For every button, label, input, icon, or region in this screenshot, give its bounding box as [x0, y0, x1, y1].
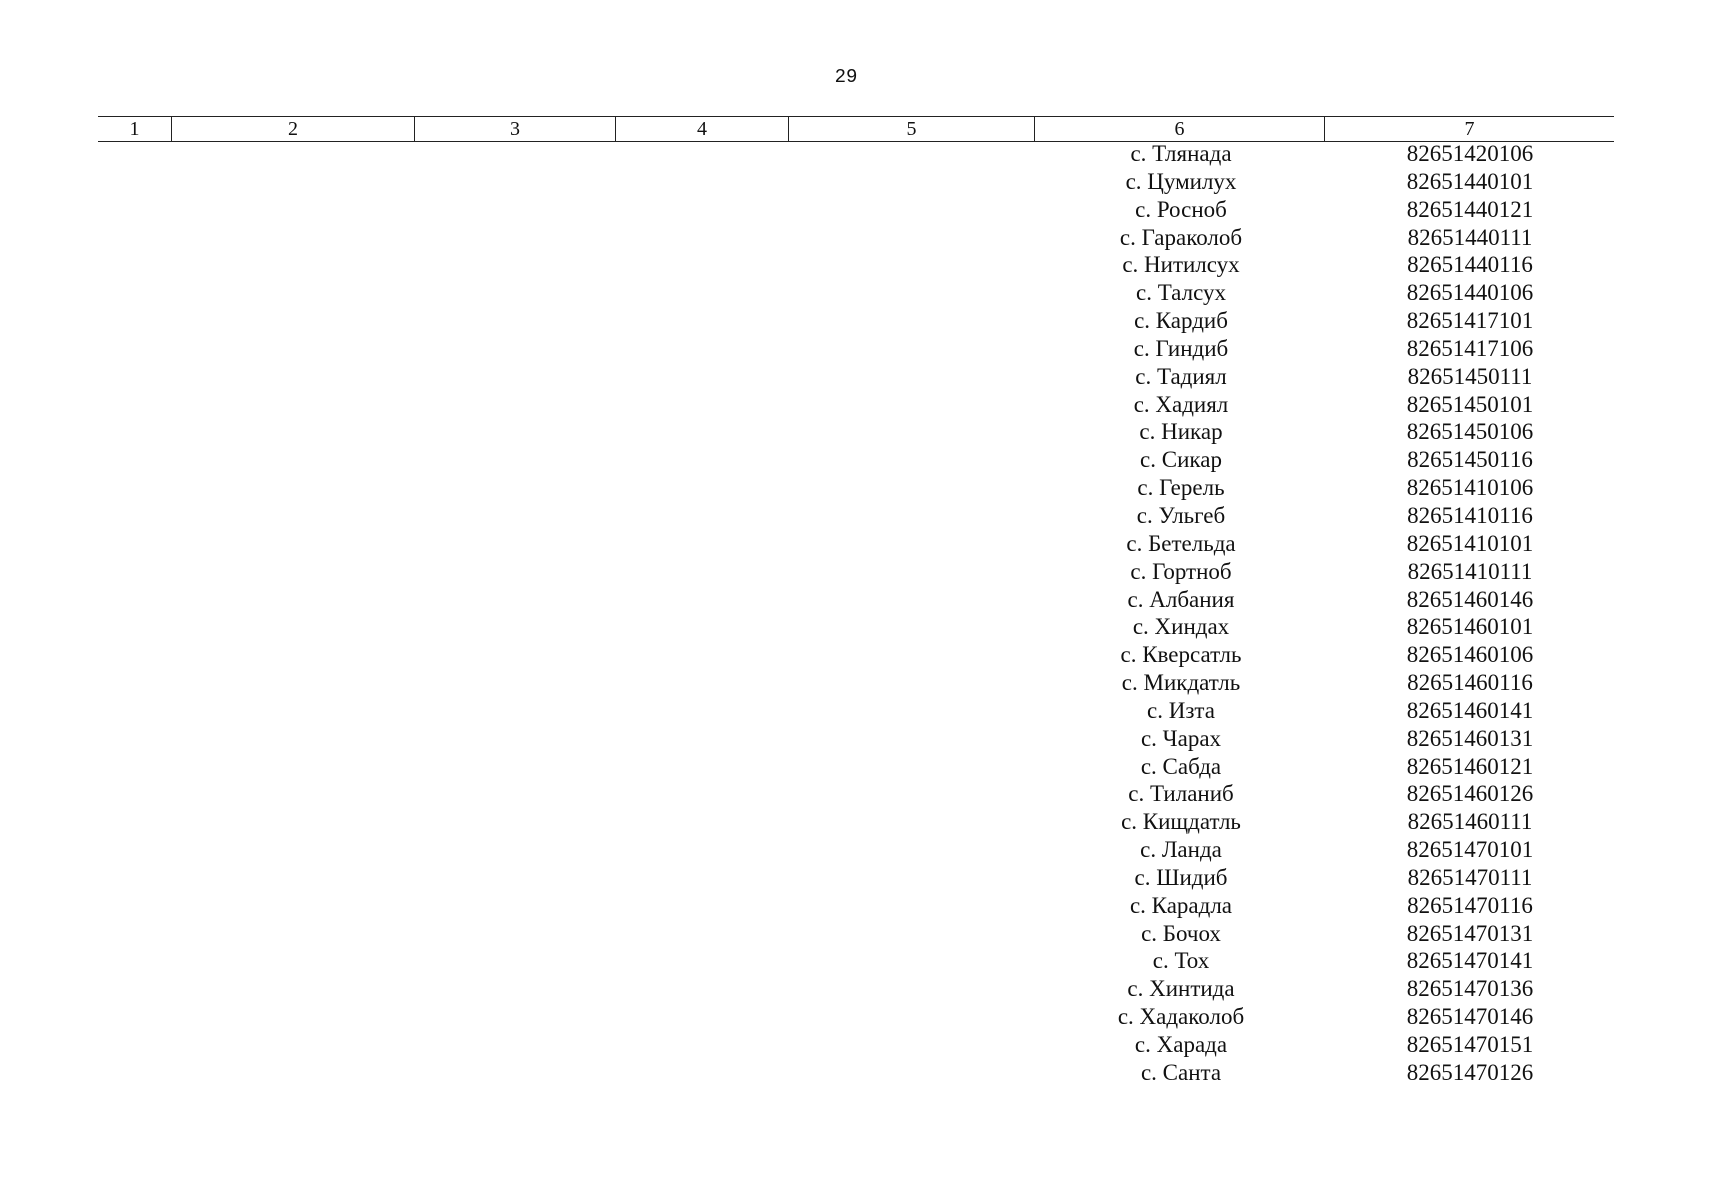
table-body	[1036, 140, 1614, 1087]
settlement-name: с. Кардиб	[1134, 308, 1228, 334]
settlement-name: с. Гортноб	[1130, 558, 1232, 584]
settlement-name: с. Санта	[1140, 1059, 1222, 1085]
settlement-name: с. Шидиб	[1134, 864, 1228, 890]
settlement-name: с. Карадла	[1129, 892, 1233, 918]
settlement-name: с. Росноб	[1135, 196, 1227, 222]
oktmo-code: 82651460126	[1406, 781, 1534, 807]
settlement-name: с. Хинтида	[1127, 976, 1235, 1002]
column-header-2: 2	[171, 117, 414, 141]
settlement-name: с. Тиланиб	[1128, 781, 1234, 807]
table-row	[1036, 558, 1614, 586]
table-row	[1036, 586, 1614, 614]
oktmo-code: 82651470141	[1406, 948, 1534, 974]
table-row	[1036, 474, 1614, 502]
table-row	[1036, 669, 1614, 697]
settlement-name: с. Гиндиб	[1133, 335, 1229, 361]
oktmo-code: 82651460121	[1406, 753, 1534, 779]
table-row	[1036, 641, 1614, 669]
table-row	[1036, 279, 1614, 307]
settlement-name: с. Нитилсух	[1122, 252, 1240, 278]
table-row	[1036, 864, 1614, 892]
oktmo-code: 82651410106	[1406, 475, 1534, 501]
settlement-name: с. Сикар	[1140, 447, 1222, 473]
oktmo-code: 82651440116	[1407, 252, 1533, 278]
table-row	[1036, 1031, 1614, 1059]
table-row	[1036, 140, 1614, 168]
oktmo-code: 82651420106	[1406, 141, 1534, 166]
table-row	[1036, 224, 1614, 252]
oktmo-code: 82651460131	[1406, 725, 1534, 751]
oktmo-code: 82651450116	[1407, 447, 1533, 473]
oktmo-code: 82651470131	[1406, 920, 1534, 946]
table-row	[1036, 251, 1614, 279]
table-row	[1036, 196, 1614, 224]
column-header-4: 4	[615, 117, 788, 141]
page-number: 29	[834, 66, 858, 88]
table-row	[1036, 335, 1614, 363]
table-row	[1036, 307, 1614, 335]
oktmo-code: 82651417106	[1406, 335, 1534, 361]
oktmo-code: 82651417101	[1406, 308, 1534, 334]
column-header-3: 3	[414, 117, 615, 141]
settlement-name: с. Тох	[1152, 948, 1210, 974]
table-row	[1036, 808, 1614, 836]
table-row	[1036, 753, 1614, 781]
settlement-name: с. Чарах	[1140, 725, 1222, 751]
settlement-name: с. Сабда	[1140, 753, 1222, 779]
table-row	[1036, 418, 1614, 446]
oktmo-code: 82651440106	[1406, 280, 1534, 306]
settlement-name: с. Бетельда	[1126, 530, 1236, 556]
settlement-name: с. Цумилух	[1125, 168, 1237, 194]
settlement-name: с. Хиндах	[1132, 614, 1230, 640]
table-row	[1036, 1059, 1614, 1087]
column-header-1: 1	[129, 118, 140, 140]
oktmo-code: 82651450101	[1406, 391, 1534, 417]
oktmo-code: 82651450111	[1407, 363, 1533, 389]
settlement-name: с. Герель	[1137, 475, 1225, 501]
table-row	[1036, 975, 1614, 1003]
table-row	[1036, 920, 1614, 948]
settlement-name: с. Кверсатль	[1120, 642, 1242, 668]
settlement-name: с. Микдатль	[1121, 670, 1241, 696]
oktmo-code: 82651440121	[1406, 196, 1534, 222]
settlement-name: с. Бочох	[1141, 920, 1221, 946]
settlement-name: с. Хадиял	[1133, 391, 1229, 417]
oktmo-code: 82651460111	[1407, 809, 1533, 835]
oktmo-code: 82651470116	[1407, 892, 1533, 918]
table-row	[1036, 446, 1614, 474]
table-row	[1036, 613, 1614, 641]
settlement-name: с. Албания	[1127, 586, 1235, 612]
table-row	[1036, 836, 1614, 864]
oktmo-code: 82651460116	[1407, 670, 1533, 696]
settlement-name: с. Тадиял	[1135, 363, 1227, 389]
oktmo-code: 82651470101	[1406, 837, 1534, 863]
oktmo-code: 82651470126	[1406, 1059, 1534, 1085]
table-row	[1036, 697, 1614, 725]
table-row	[1036, 947, 1614, 975]
settlement-name: с. Изта	[1147, 697, 1215, 723]
settlement-name: с. Никар	[1139, 419, 1223, 445]
settlement-name: с. Талсух	[1136, 280, 1226, 306]
settlement-name: с. Кищдатль	[1121, 809, 1241, 835]
table-row	[1036, 725, 1614, 753]
table-row	[1036, 502, 1614, 530]
table-row	[1036, 530, 1614, 558]
oktmo-code: 82651410111	[1407, 558, 1533, 584]
oktmo-code: 82651440101	[1406, 168, 1534, 194]
table-row	[1036, 168, 1614, 196]
settlement-name: с. Тлянада	[1130, 141, 1232, 166]
table-row	[1036, 780, 1614, 808]
table-row	[1036, 391, 1614, 419]
oktmo-code: 82651470146	[1406, 1004, 1534, 1030]
settlement-name: с. Ульгеб	[1136, 502, 1226, 528]
table-header	[98, 116, 1614, 142]
table-row	[1036, 892, 1614, 920]
column-header-6: 6	[1034, 117, 1324, 141]
oktmo-code: 82651410116	[1407, 502, 1533, 528]
settlement-name: с. Харада	[1134, 1032, 1228, 1057]
oktmo-code: 82651470151	[1406, 1032, 1534, 1057]
oktmo-code: 82651460141	[1406, 697, 1534, 723]
oktmo-code: 82651460101	[1406, 614, 1534, 640]
table-row	[1036, 363, 1614, 391]
oktmo-code: 82651460106	[1406, 642, 1534, 668]
table-row	[1036, 1003, 1614, 1031]
oktmo-code: 82651440111	[1407, 224, 1533, 250]
oktmo-code: 82651460146	[1406, 586, 1534, 612]
settlement-name: с. Ланда	[1140, 837, 1222, 863]
oktmo-code: 82651450106	[1406, 419, 1534, 445]
settlement-name: с. Хадаколоб	[1117, 1004, 1245, 1030]
oktmo-code: 82651470136	[1406, 976, 1534, 1002]
oktmo-code: 82651410101	[1406, 530, 1534, 556]
column-header-7: 7	[1324, 117, 1614, 141]
settlement-name: с. Гараколоб	[1119, 224, 1243, 250]
oktmo-code: 82651470111	[1407, 864, 1533, 890]
column-header-5: 5	[788, 117, 1034, 141]
